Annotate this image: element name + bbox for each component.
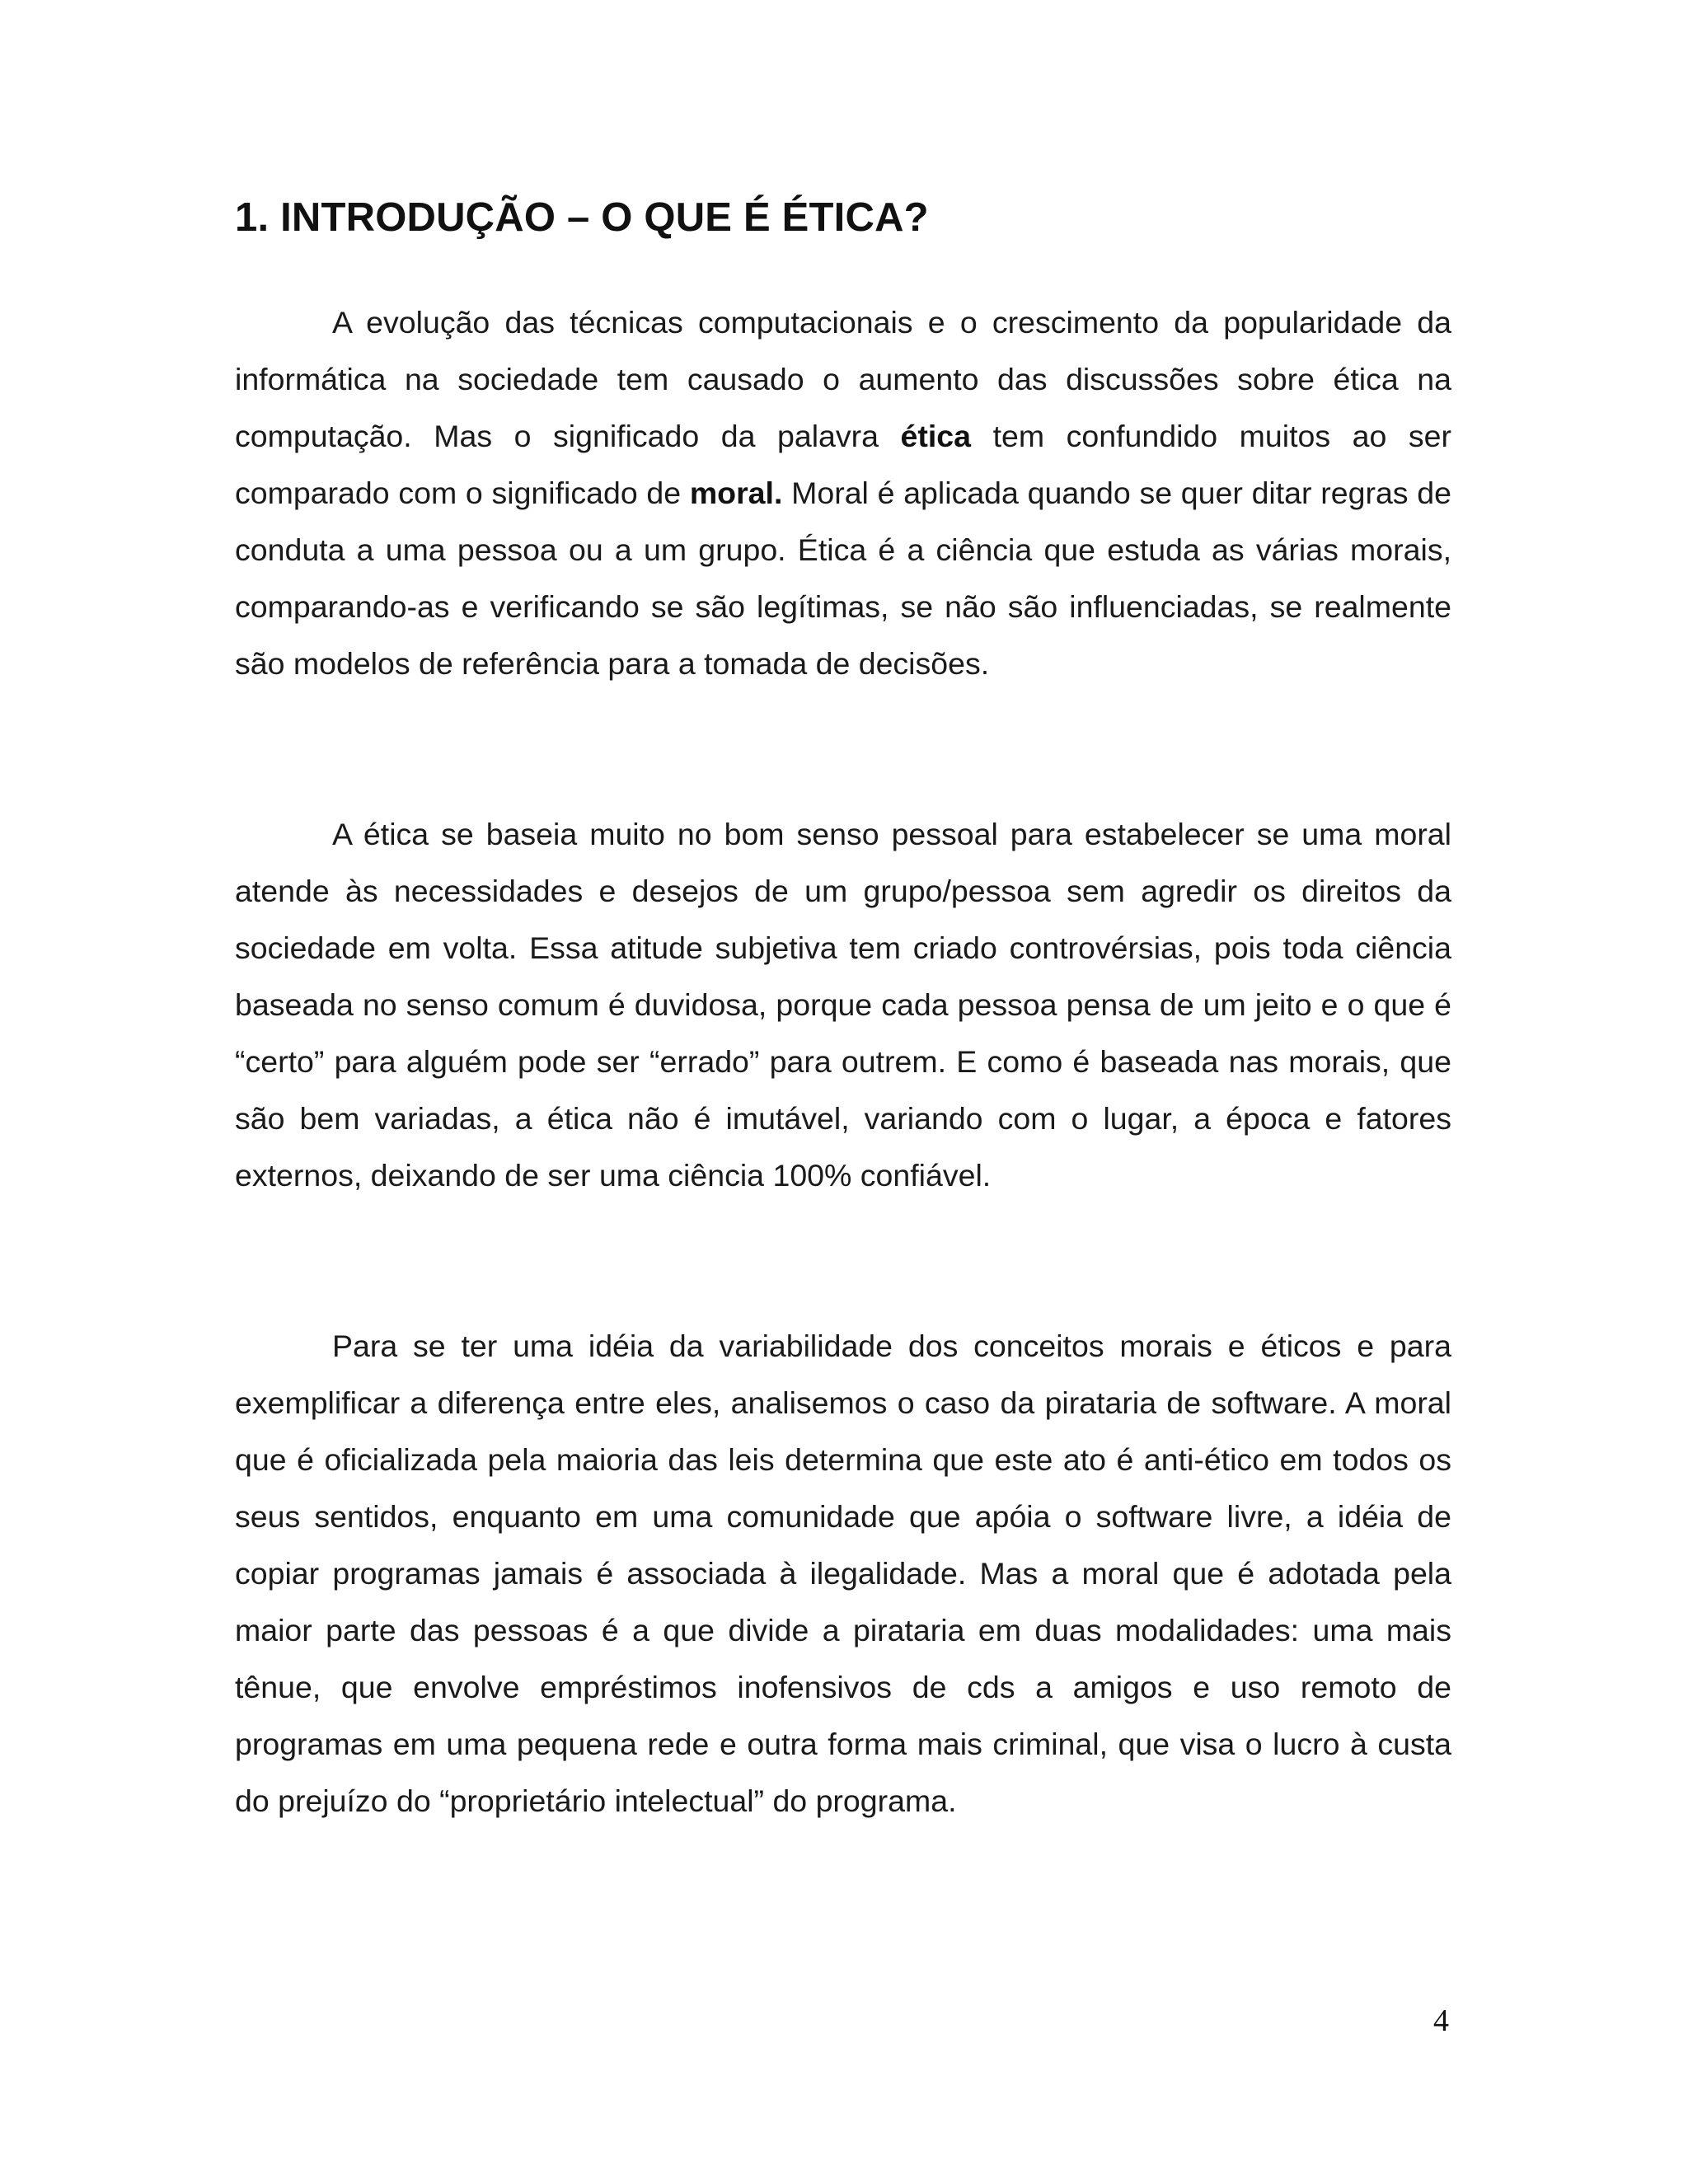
paragraph-1-text-3: Moral é aplicada quando se quer ditar regras de conduta a uma pessoa ou a um grupo. Ética é a ciência que estuda as várias morais, comparando-as e verificando se são legítimas, se não são influenciadas, se realmente são modelos de referência para a tomada de decisões. (235, 476, 1451, 681)
paragraph-2: A ética se baseia muito no bom senso pessoal para estabelecer se uma moral atende às necessidades e desejos de um grupo/pessoa sem agredir os direitos da sociedade em volta. Essa atitude subjetiva tem criado controvérsias, pois toda ciência baseada no senso comum é duvidosa, porque cada pessoa pensa de um jeito e o que é “certo” para alguém pode ser “errado” para outrem. E como é baseada nas morais, que são bem variadas, a ética não é imutável, variando com o lugar, a época e fatores externos, deixando de ser uma ciência 100% confiável. (235, 817, 1451, 1193)
term-etica: ética (900, 419, 972, 453)
section-heading: 1. INTRODUÇÃO – O QUE É ÉTICA? (235, 195, 929, 240)
paragraph-1-text-1: A evolução das técnicas computacionais e o crescimento da popularidade da informática na sociedade tem causado o aumento das discussões sobre ética na computação. Mas o significado da palavra (235, 305, 1451, 453)
paragraph-3: Para se ter uma idéia da variabilidade dos conceitos morais e éticos e para exemplificar a diferença entre eles, analisemos o caso da pirataria de software. A moral que é oficializada pela maioria das leis determina que este ato é anti-ético em todos os seus sentidos, enquanto em uma comunidade que apóia o software livre, a idéia de copiar programas jamais é associada à ilegalidade. Mas a moral que é adotada pela maior parte das pessoas é a que divide a pirataria em duas modalidades: uma mais tênue, que envolve empréstimos inofensivos de cds a amigos e uso remoto de programas em uma pequena rede e outra forma mais criminal, que visa o lucro à custa do prejuízo do “proprietário intelectual” do programa. (235, 1329, 1451, 1818)
page-number: 4 (1433, 2004, 1449, 2038)
term-moral: moral. (689, 476, 783, 510)
paragraph-1-text-2: tem confundido muitos ao ser comparado com o significado de (235, 419, 1451, 510)
paragraph-1 (235, 294, 1451, 692)
